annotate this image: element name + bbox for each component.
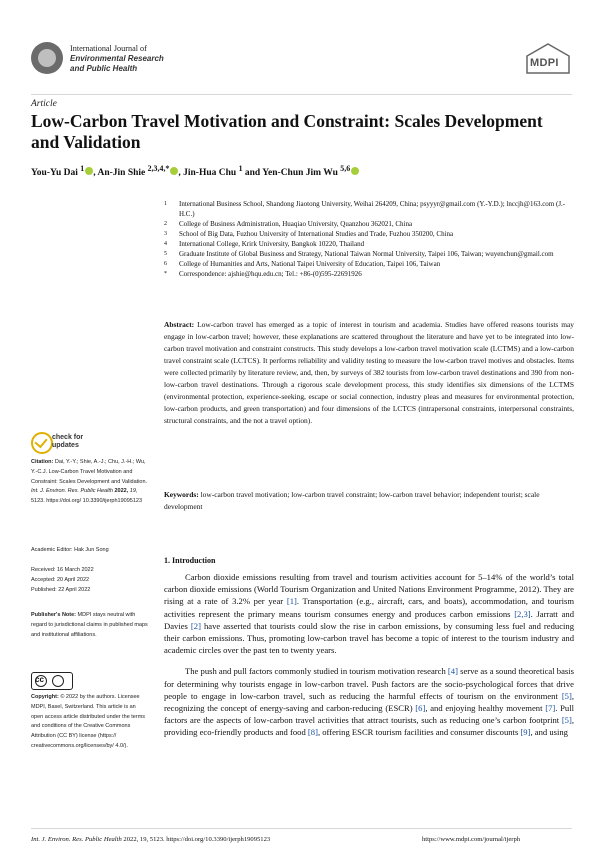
affiliation-number: 6 <box>164 261 167 267</box>
paragraph-text: , recognizing the concept of energy-saving and carbon-reducing (ESCR) <box>164 690 574 714</box>
affiliation-item <box>164 229 574 239</box>
paragraph-text: Carbon dioxide emissions resulting from travel and tourism activities account for 5–14% of the world’s total carbon dioxide emissions (World Tourism Organization and United Nations Environment Programme, 2012). They are rising at a rate of 3.2% per year <box>164 572 574 607</box>
journal-logo <box>31 42 63 74</box>
keywords <box>164 489 574 513</box>
copyright-block <box>31 693 149 752</box>
citation-journal: Int. J. Environ. Res. Public Health <box>31 488 113 495</box>
footer-journal-link[interactable]: https://www.mdpi.com/journal/ijerph <box>422 836 521 843</box>
author-name[interactable]: You-Yu Dai <box>31 168 78 179</box>
footer-divider <box>31 828 572 829</box>
affiliation-number: 1 <box>164 201 167 207</box>
affiliation-item <box>164 219 574 229</box>
citation-link[interactable]: [2] <box>190 620 201 631</box>
correspondence <box>164 269 574 279</box>
intro-paragraphs <box>164 571 574 739</box>
citation-link[interactable]: [4] <box>447 666 458 677</box>
article-title: Low-Carbon Travel Motivation and Constraint: Scales Development and Validation <box>31 111 543 152</box>
check-for-updates-line2: updates <box>52 442 79 449</box>
affiliation-text: School of Big Data, Fuzhou University of International Studies and Trade, Fuzhou 350200, China <box>179 230 454 238</box>
affiliation-number: * <box>164 271 167 277</box>
footer-citation <box>31 836 270 843</box>
affiliation-number: 2 <box>164 221 167 227</box>
affiliation-text: Graduate Institute of Global Business and Strategy, National Taiwan Normal University, Taipei 106, Taiwan; wuyenchun@gmail.com <box>179 250 554 258</box>
keywords-label: Keywords: <box>164 490 199 499</box>
received-date: Received: 16 March 2022 <box>31 567 94 573</box>
author-list <box>31 164 359 178</box>
paragraph-text: , and using <box>530 727 568 738</box>
author-affiliation-sup: 1 <box>238 164 243 173</box>
keywords-text: low-carbon travel motivation; low-carbon travel constraint; low-carbon travel behavior; independent tourist; scale development <box>164 490 540 511</box>
paragraph-text: . Transportation (e.g., aircraft, cars, and boats), accommodation, and tourism activities represent the primary means tourism consumes energy and produces carbon emissions <box>164 596 575 619</box>
citation-link[interactable]: [5] <box>561 715 572 726</box>
paragraph-text: , and enjoying healthy movement <box>425 703 546 714</box>
journal-name-line2: Environmental Research <box>70 54 164 63</box>
paragraph-text: The push and pull factors commonly studied in tourism motivation research <box>185 666 448 677</box>
citation-text: Dai, Y.-Y.; Shie, A.-J.; Chu, J.-H.; Wu, Y.-C.J. Low-Carbon Travel Motivation and Constraint: Scales Development and Validation. <box>31 459 148 485</box>
paragraph-text: serve as a sound theoretical basis for determining why tourists engage in low-carbon travel. Push factors are the socio-psychological forces that drive people to engage in low-carbon travel, such as reducing the harmful effects of tourism on the environment <box>164 666 574 701</box>
section-heading: 1. Introduction <box>164 556 216 565</box>
author-affiliation-sup: 1 <box>80 164 85 173</box>
affiliation-number: 4 <box>164 241 167 247</box>
paragraph-text: , offering ESCR tourism facilities and consumer discounts <box>317 727 521 738</box>
paragraph-text: have asserted that tourists could slow the rise in carbon emissions, by consuming less fuel and reducing their carbon emissions. Thus, promoting low-carbon travel has become a topic of interest to the tourism industry and academic circles over the past ten to twenty years. <box>164 620 574 656</box>
publisher-note-text: MDPI stays neutral with regard to jurisdictional claims in published maps and institutional affiliations. <box>31 612 148 638</box>
paragraph <box>164 571 574 656</box>
mdpi-logo-text: MDPI <box>530 57 559 69</box>
author-name[interactable]: and Yen-Chun Jim Wu <box>244 168 338 179</box>
affiliation-item <box>164 259 574 269</box>
affiliation-item <box>164 199 574 219</box>
check-for-updates-line1: check for <box>52 434 84 441</box>
journal-name[interactable] <box>70 44 164 74</box>
dates-block <box>31 566 149 595</box>
author-affiliation-sup: 5,6 <box>340 164 351 173</box>
citation-year: 2022, <box>114 488 129 495</box>
mdpi-logo[interactable] <box>524 43 572 75</box>
cc-license-mark: cc <box>35 675 44 684</box>
publisher-note <box>31 611 149 640</box>
accepted-date: Accepted: 20 April 2022 <box>31 576 90 583</box>
abstract-text: Low-carbon travel has emerged as a topic of interest in tourism and academia. Studies have offered reasons tourists may engage in low-carbon travel; however, these explanations are scattered throughout the literature and have yet to be integrated into low-carbon travel motivation and constraint constructs. This study develops a low-carbon travel motivation scale (LCTMS) and a low-carbon travel constraint scale (LCTCS). It performs reliability and validity testing to measure the low-carbon travel motives and obstacles. Items were collected primarily by literature review, and, then, by surveys of 382 tourists from low-carbon travel destinations and 390 from non-low-carbon travel destinations. Through a rigorous scale development process, this study identifies six dimensions of the LCTMS (environmental protection, experience-seeking, escape or social connection, industry pleas and measures for environmental protection, low-carbon products, and green transportation) and four dimensions of the LCTCS (intrapersonal constraints, interpersonal constraints, structural constraints, and the not a travel option). <box>164 320 575 425</box>
correspondence-text[interactable]: Correspondence: ajshie@hqu.edu.cn; Tel.: +86-(0)595-22691926 <box>179 270 362 278</box>
paragraph-text: . Jarratt and Davies <box>164 608 575 631</box>
affiliation-number: 5 <box>164 251 167 257</box>
citation-block <box>31 458 149 507</box>
affiliations <box>164 199 574 279</box>
academic-editor: Academic Editor: Hak Jun Song <box>31 547 109 553</box>
copyright-label: Copyright: <box>31 694 59 700</box>
citation-link[interactable]: [8] <box>307 727 318 738</box>
affiliation-text: College of Humanities and Arts, National Taipei University of Education, Taipei 106, Taiwan <box>179 260 441 268</box>
author-affiliation-sup: 2,3,4,* <box>147 164 170 173</box>
citation-link[interactable]: [5] <box>561 690 572 701</box>
affiliation-number: 3 <box>164 231 167 237</box>
citation-link[interactable]: [1] <box>286 596 297 607</box>
footer-doi[interactable]: 2022, 19, 5123. https://doi.org/10.3390/ijerph19095123 <box>123 836 271 843</box>
paragraph <box>164 665 574 738</box>
abstract-label: Abstract: <box>164 320 195 329</box>
publisher-note-label: Publisher's Note: <box>31 612 77 618</box>
citation-link[interactable]: [2,3] <box>514 608 531 619</box>
check-for-updates-icon[interactable] <box>31 432 53 454</box>
check-for-updates-button[interactable] <box>52 434 83 450</box>
published-date: Published: 22 April 2022 <box>31 586 91 593</box>
paragraph-text: , providing eco-friendly products and food <box>164 715 574 738</box>
citation-label: Citation: <box>31 459 54 465</box>
header-divider <box>31 94 572 95</box>
affiliation-item <box>164 249 574 259</box>
paragraph-text: . Pull factors are the aspects of low-carbon travel activities that attract tourists, such as reducing one’s carbon footprint <box>164 703 574 726</box>
cc-by-license-icon[interactable] <box>31 672 73 690</box>
citation-link[interactable]: [9] <box>520 727 531 738</box>
orcid-icon[interactable] <box>351 167 359 175</box>
abstract <box>164 319 574 427</box>
affiliation-item <box>164 239 574 249</box>
article-type: Article <box>31 99 57 109</box>
citation-link[interactable]: [6] <box>415 703 426 714</box>
citation-link[interactable]: [7] <box>545 703 556 714</box>
author-name[interactable]: , Jin-Hua Chu <box>178 168 237 179</box>
journal-name-line3: and Public Health <box>70 64 138 73</box>
affiliation-text: College of Business Administration, Huaqiao University, Quanzhou 362021, China <box>179 220 413 228</box>
affiliation-text: International College, Krirk University, Bangkok 10220, Thailand <box>179 240 365 248</box>
citation-doi-link[interactable]: 5123. https://doi.org/ 10.3390/ijerph19095123 <box>31 498 143 505</box>
journal-name-line1: International Journal of <box>70 44 147 53</box>
author-name[interactable]: , An-Jin Shie <box>93 168 146 179</box>
copyright-text: © 2022 by the authors. Licensee MDPI, Basel, Switzerland. This article is an open access article distributed under the terms and conditions of the Creative Commons Attribution (CC BY) license (https:// creativecommons.org/licenses/by/ 4.0/). <box>31 694 146 749</box>
footer-journal: Int. J. Environ. Res. Public Health <box>31 836 122 843</box>
citation-volume: 19, <box>129 488 138 495</box>
affiliation-text: International Business School, Shandong Jiaotong University, Weihai 264209, China; psyyyr@gmail.com (Y.-Y.D.); lnccjh@163.com (J.-H.C.) <box>179 200 566 218</box>
